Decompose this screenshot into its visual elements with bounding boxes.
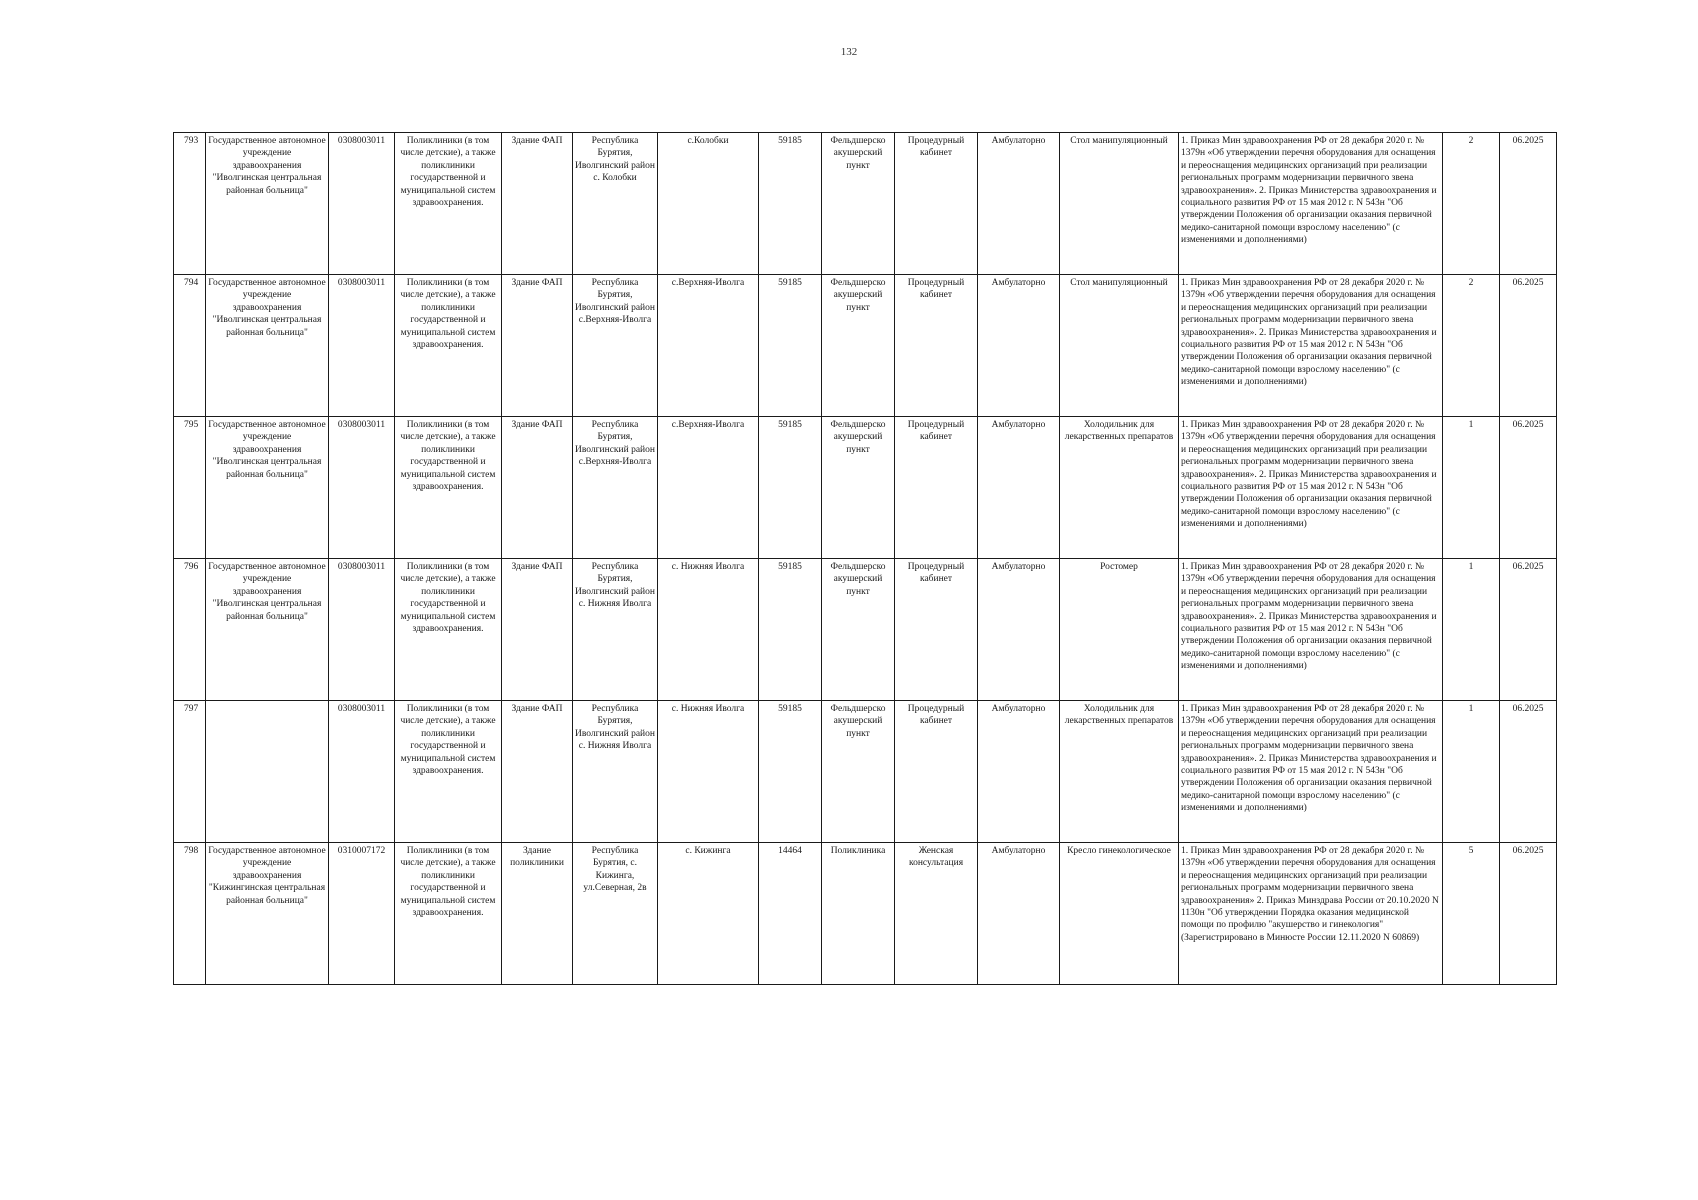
row-number: 797 [174,701,206,843]
equipment-name: Стол манипуляционный [1060,275,1179,417]
delivery-date: 06.2025 [1500,133,1557,275]
cabinet: Процедурный кабинет [895,275,978,417]
table-row [174,559,1557,701]
organization-code: 0308003011 [329,701,395,843]
quantity: 1 [1443,417,1500,559]
subdivision: Фельдшерско акушерский пункт [822,417,895,559]
subdivision: Поликлиника [822,843,895,985]
organization-name: Государственное автономное учреждение здравоохранения "Иволгинская центральная районная больница" [206,559,329,701]
building: Здание поликлиники [502,843,573,985]
subdivision: Фельдшерско акушерский пункт [822,275,895,417]
row-number: 794 [174,275,206,417]
facility-type: Поликлиники (в том числе детские), а также поликлиники государственной и муниципальной систем здравоохранения. [395,559,502,701]
address: Республика Бурятия, Иволгинский район с. Нижняя Иволга [573,559,658,701]
quantity: 2 [1443,275,1500,417]
legal-basis: 1. Приказ Мин здравоохранения РФ от 28 декабря 2020 г. № 1379н «Об утверждении перечня оборудования для оснащения и переоснащения медицинских организаций при реализации региональных программ модернизации первичного звена здравоохранения». 2. Приказ Министерства здравоохранения и социального развития РФ от 15 мая 2012 г. N 543н "Об утверждении Положения об организации оказания первичной медико-санитарной помощи взрослому населению" (с изменениями и дополнениями) [1179,275,1443,417]
organization-code: 0310007172 [329,843,395,985]
population: 59185 [759,701,822,843]
cabinet: Женская консультация [895,843,978,985]
address: Республика Бурятия, Иволгинский район с.Верхняя-Иволга [573,275,658,417]
settlement: с. Нижняя Иволга [658,701,759,843]
legal-basis: 1. Приказ Мин здравоохранения РФ от 28 декабря 2020 г. № 1379н «Об утверждении перечня оборудования для оснащения и переоснащения медицинских организаций при реализации региональных программ модернизации первичного звена здравоохранения». 2. Приказ Министерства здравоохранения и социального развития РФ от 15 мая 2012 г. N 543н "Об утверждении Положения об организации оказания первичной медико-санитарной помощи взрослому населению" (с изменениями и дополнениями) [1179,133,1443,275]
legal-basis: 1. Приказ Мин здравоохранения РФ от 28 декабря 2020 г. № 1379н «Об утверждении перечня оборудования для оснащения и переоснащения медицинских организаций при реализации региональных программ модернизации первичного звена здравоохранения». 2. Приказ Министерства здравоохранения и социального развития РФ от 15 мая 2012 г. N 543н "Об утверждении Положения об организации оказания первичной медико-санитарной помощи взрослому населению" (с изменениями и дополнениями) [1179,701,1443,843]
care-condition: Амбулаторно [978,133,1060,275]
table-row [174,275,1557,417]
cabinet: Процедурный кабинет [895,133,978,275]
address: Республика Бурятия, Иволгинский район с.Верхняя-Иволга [573,417,658,559]
equipment-registry-table [173,132,1557,985]
cabinet: Процедурный кабинет [895,559,978,701]
care-condition: Амбулаторно [978,559,1060,701]
table-row [174,417,1557,559]
facility-type: Поликлиники (в том числе детские), а также поликлиники государственной и муниципальной систем здравоохранения. [395,275,502,417]
settlement: с. Кижинга [658,843,759,985]
building: Здание ФАП [502,133,573,275]
building: Здание ФАП [502,701,573,843]
quantity: 1 [1443,559,1500,701]
equipment-name: Ростомер [1060,559,1179,701]
equipment-name: Холодильник для лекарственных препаратов [1060,417,1179,559]
building: Здание ФАП [502,275,573,417]
facility-type: Поликлиники (в том числе детские), а также поликлиники государственной и муниципальной систем здравоохранения. [395,843,502,985]
legal-basis: 1. Приказ Мин здравоохранения РФ от 28 декабря 2020 г. № 1379н «Об утверждении перечня оборудования для оснащения и переоснащения медицинских организаций при реализации региональных программ модернизации первичного звена здравоохранения». 2. Приказ Министерства здравоохранения и социального развития РФ от 15 мая 2012 г. N 543н "Об утверждении Положения об организации оказания первичной медико-санитарной помощи взрослому населению" (с изменениями и дополнениями) [1179,417,1443,559]
settlement: с. Нижняя Иволга [658,559,759,701]
care-condition: Амбулаторно [978,275,1060,417]
facility-type: Поликлиники (в том числе детские), а также поликлиники государственной и муниципальной систем здравоохранения. [395,701,502,843]
population: 14464 [759,843,822,985]
row-number: 793 [174,133,206,275]
organization-name [206,701,329,843]
settlement: с.Верхняя-Иволга [658,417,759,559]
legal-basis: 1. Приказ Мин здравоохранения РФ от 28 декабря 2020 г. № 1379н «Об утверждении перечня оборудования для оснащения и переоснащения медицинских организаций при реализации региональных программ модернизации первичного звена здравоохранения». 2. Приказ Министерства здравоохранения и социального развития РФ от 15 мая 2012 г. N 543н "Об утверждении Положения об организации оказания первичной медико-санитарной помощи взрослому населению" (с изменениями и дополнениями) [1179,559,1443,701]
quantity: 5 [1443,843,1500,985]
organization-name: Государственное автономное учреждение здравоохранения "Иволгинская центральная районная больница" [206,275,329,417]
delivery-date: 06.2025 [1500,701,1557,843]
population: 59185 [759,417,822,559]
equipment-name: Холодильник для лекарственных препаратов [1060,701,1179,843]
address: Республика Бурятия, Иволгинский район с. Колобки [573,133,658,275]
delivery-date: 06.2025 [1500,559,1557,701]
address: Республика Бурятия, с. Кижинга, ул.Северная, 2в [573,843,658,985]
organization-name: Государственное автономное учреждение здравоохранения "Иволгинская центральная районная больница" [206,133,329,275]
quantity: 1 [1443,701,1500,843]
organization-code: 0308003011 [329,559,395,701]
care-condition: Амбулаторно [978,843,1060,985]
subdivision: Фельдшерско акушерский пункт [822,701,895,843]
population: 59185 [759,133,822,275]
delivery-date: 06.2025 [1500,843,1557,985]
settlement: с.Верхняя-Иволга [658,275,759,417]
care-condition: Амбулаторно [978,417,1060,559]
facility-type: Поликлиники (в том числе детские), а также поликлиники государственной и муниципальной систем здравоохранения. [395,417,502,559]
quantity: 2 [1443,133,1500,275]
building: Здание ФАП [502,417,573,559]
table-row [174,843,1557,985]
organization-name: Государственное автономное учреждение здравоохранения "Иволгинская центральная районная больница" [206,417,329,559]
building: Здание ФАП [502,559,573,701]
organization-code: 0308003011 [329,133,395,275]
settlement: с.Колобки [658,133,759,275]
organization-code: 0308003011 [329,275,395,417]
population: 59185 [759,275,822,417]
care-condition: Амбулаторно [978,701,1060,843]
table-row [174,133,1557,275]
cabinet: Процедурный кабинет [895,417,978,559]
subdivision: Фельдшерско акушерский пункт [822,559,895,701]
equipment-name: Кресло гинекологическое [1060,843,1179,985]
facility-type: Поликлиники (в том числе детские), а также поликлиники государственной и муниципальной систем здравоохранения. [395,133,502,275]
organization-name: Государственное автономное учреждение здравоохранения "Кижингинская центральная районная больница" [206,843,329,985]
delivery-date: 06.2025 [1500,275,1557,417]
organization-code: 0308003011 [329,417,395,559]
row-number: 796 [174,559,206,701]
table-row [174,701,1557,843]
address: Республика Бурятия, Иволгинский район с. Нижняя Иволга [573,701,658,843]
population: 59185 [759,559,822,701]
row-number: 795 [174,417,206,559]
delivery-date: 06.2025 [1500,417,1557,559]
page-number: 132 [840,46,858,58]
legal-basis: 1. Приказ Мин здравоохранения РФ от 28 декабря 2020 г. № 1379н «Об утверждении перечня оборудования для оснащения и переоснащения медицинских организаций при реализации региональных программ модернизации первичного звена здравоохранения» 2. Приказ Минздрава России от 20.10.2020 N 1130н "Об утверждении Порядка оказания медицинской помощи по профилю "акушерство и гинекология" (Зарегистрировано в Минюсте России 12.11.2020 N 60869) [1179,843,1443,985]
subdivision: Фельдшерско акушерский пункт [822,133,895,275]
equipment-name: Стол манипуляционный [1060,133,1179,275]
row-number: 798 [174,843,206,985]
cabinet: Процедурный кабинет [895,701,978,843]
